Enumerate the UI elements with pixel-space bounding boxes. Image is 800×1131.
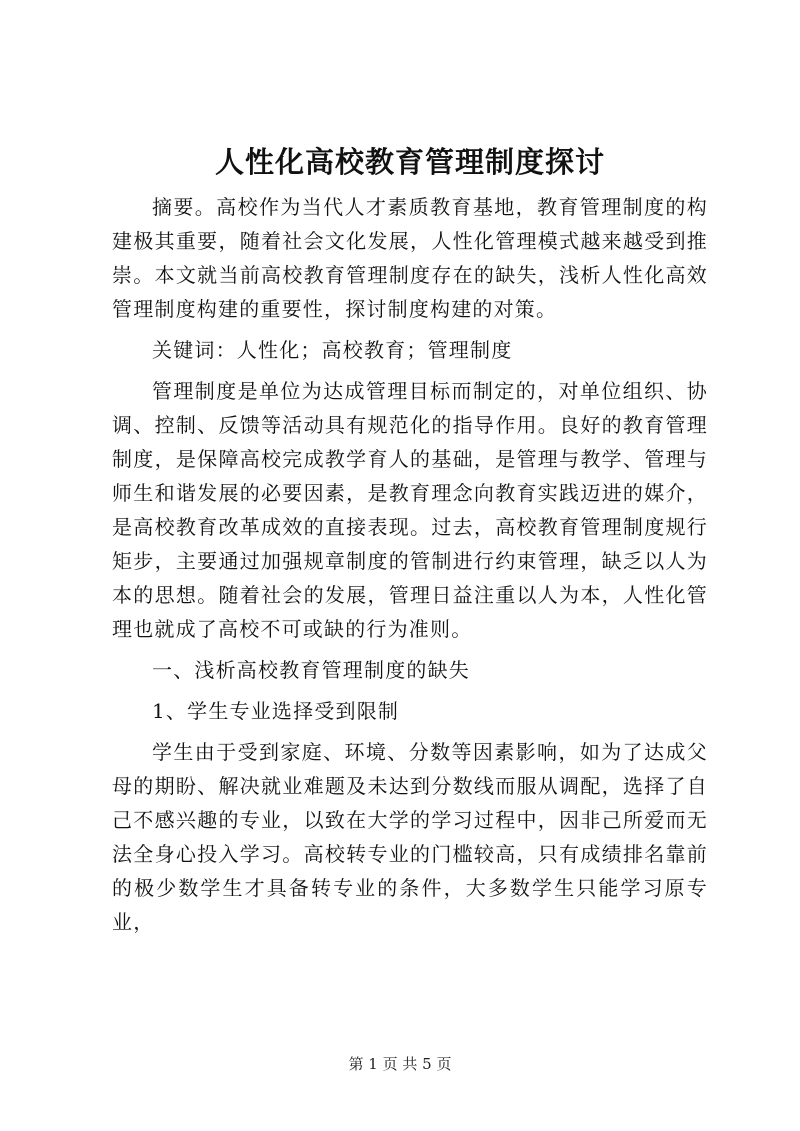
section-heading-1: 一、浅析高校教育管理制度的缺失 bbox=[152, 658, 470, 682]
keywords-paragraph: 关键词：人性化；高校教育；管理制度 bbox=[152, 338, 513, 362]
subsection-heading-1: 1、学生专业选择受到限制 bbox=[152, 699, 400, 723]
page-footer: 第 1 页 共 5 页 bbox=[348, 1055, 452, 1073]
abstract-paragraph: 摘要。高校作为当代人才素质教育基地，教育管理制度的构建极其重要，随着社会文化发展，人性化管理模式越来越受到推崇。本文就当前高校教育管理制度存在的缺失，浅析人性化高效管理制度构建的重要性，探讨制度构建的对策。 bbox=[112, 195, 708, 321]
subsection-body-1: 学生由于受到家庭、环境、分数等因素影响，如为了达成父母的期盼、解决就业难题及未达到分数线而服从调配，选择了自己不感兴趣的专业，以致在大学的学习过程中，因非己所爱而无法全身心投入学习。高校转专业的门槛较高，只有成绩排名靠前的极少数学生才具备转专业的条件，大多数学生只能学习原专业， bbox=[112, 740, 708, 934]
document-title: 人性化高校教育管理制度探讨 bbox=[214, 145, 605, 179]
intro-paragraph: 管理制度是单位为达成管理目标而制定的，对单位组织、协调、控制、反馈等活动具有规范化的指导作用。良好的教育管理制度，是保障高校完成教学育人的基础，是管理与教学、管理与师生和谐发展的必要因素，是教育理念向教育实践迈进的媒介，是高校教育改革成效的直接表现。过去，高校教育管理制度规行矩步，主要通过加强规章制度的管制进行约束管理，缺乏以人为本的思想。随着社会的发展，管理日益注重以人为本，人性化管理也就成了高校不可或缺的行为准则。 bbox=[112, 379, 708, 641]
